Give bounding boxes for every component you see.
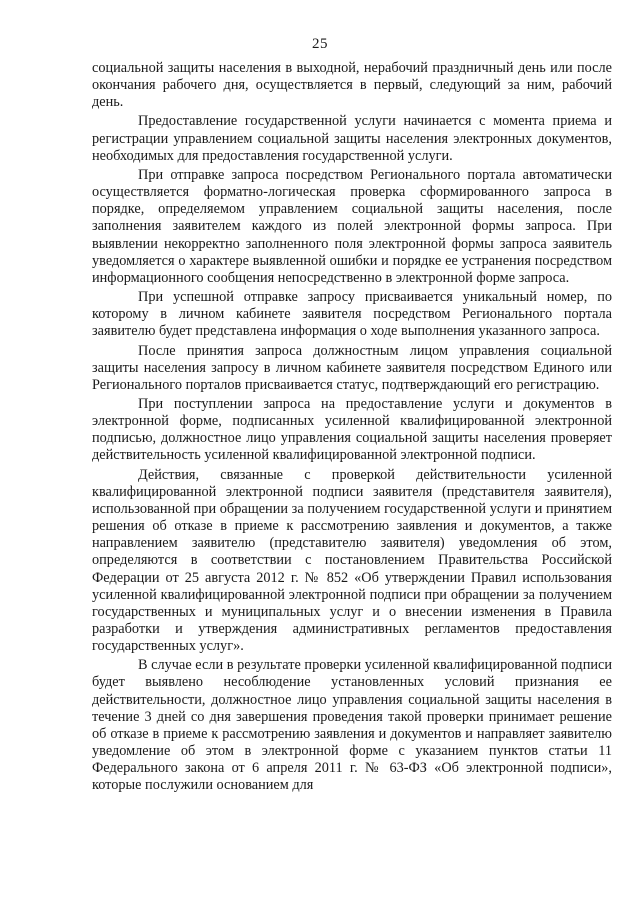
paragraph: Предоставление государственной услуги начинается с момента приема и регистрации управлением социальной защиты населения электронных документов, необходимых для предоставления государственной услуги. [92,113,612,164]
paragraph: После принятия запроса должностным лицом управления социальной защиты населения запросу в личном кабинете заявителя посредством Единого или Регионального порталов присваивается статус, подтверждающий его регистрацию. [92,342,612,393]
paragraph: Действия, связанные с проверкой действительности усиленной квалифицированной электронной подписи заявителя (представителя заявителя), использованной при обращении за получением государственной услуги и принятием решения об отказе в приеме к рассмотрению заявления и документов, а также направлением заявителю (представителю заявителя) уведомления об этом, определяются в соответствии с постановлением Правительства Российской Федерации от 25 августа 2012 г. № 852 «Об утверждении Правил использования усиленной квалифицированной электронной подписи при обращении за получением государственных и муниципальных услуг и о внесении изменения в Правила разработки и утверждения административных регламентов предоставления государственных услуг». [92,466,612,655]
paragraph: В случае если в результате проверки усиленной квалифицированной подписи будет выявлено несоблюдение установленных условий признания ее действительности, должностное лицо управления социальной защиты населения в течение 3 дней со дня завершения проведения такой проверки принимает решение об отказе в приеме к рассмотрению заявления и документов и направляет заявителю уведомление об этом в электронной форме с указанием пунктов статьи 11 Федерального закона от 6 апреля 2011 г. № 63-ФЗ «Об электронной подписи», которые послужили основанием для [92,657,612,794]
paragraph: При отправке запроса посредством Регионального портала автоматически осуществляется форматно-логическая проверка сформированного запроса в порядке, определяемом управлением социальной защиты населения, после заполнения заявителем каждого из полей электронной формы запроса. При выявлении некорректно заполненного поля электронной формы запроса заявитель уведомляется о характере выявленной ошибки и порядке ее устранения посредством информационного сообщения непосредственно в электронной форме запроса. [92,166,612,286]
page-number: 25 [312,36,328,52]
paragraph: При успешной отправке запросу присваивается уникальный номер, по которому в личном кабинете заявителя посредством Регионального портала заявителю будет представлена информация о ходе выполнения указанного запроса. [92,289,612,340]
paragraph: При поступлении запроса на предоставление услуги и документов в электронной форме, подписанных усиленной квалифицированной электронной подписью, должностное лицо управления социальной защиты населения проверяет действительность усиленной квалифицированной электронной подписи. [92,395,612,464]
paragraph-continued: социальной защиты населения в выходной, нерабочий праздничный день или после окончания рабочего дня, осуществляется в первый, следующий за ним, рабочий день. [92,60,612,111]
document-body [92,60,612,795]
